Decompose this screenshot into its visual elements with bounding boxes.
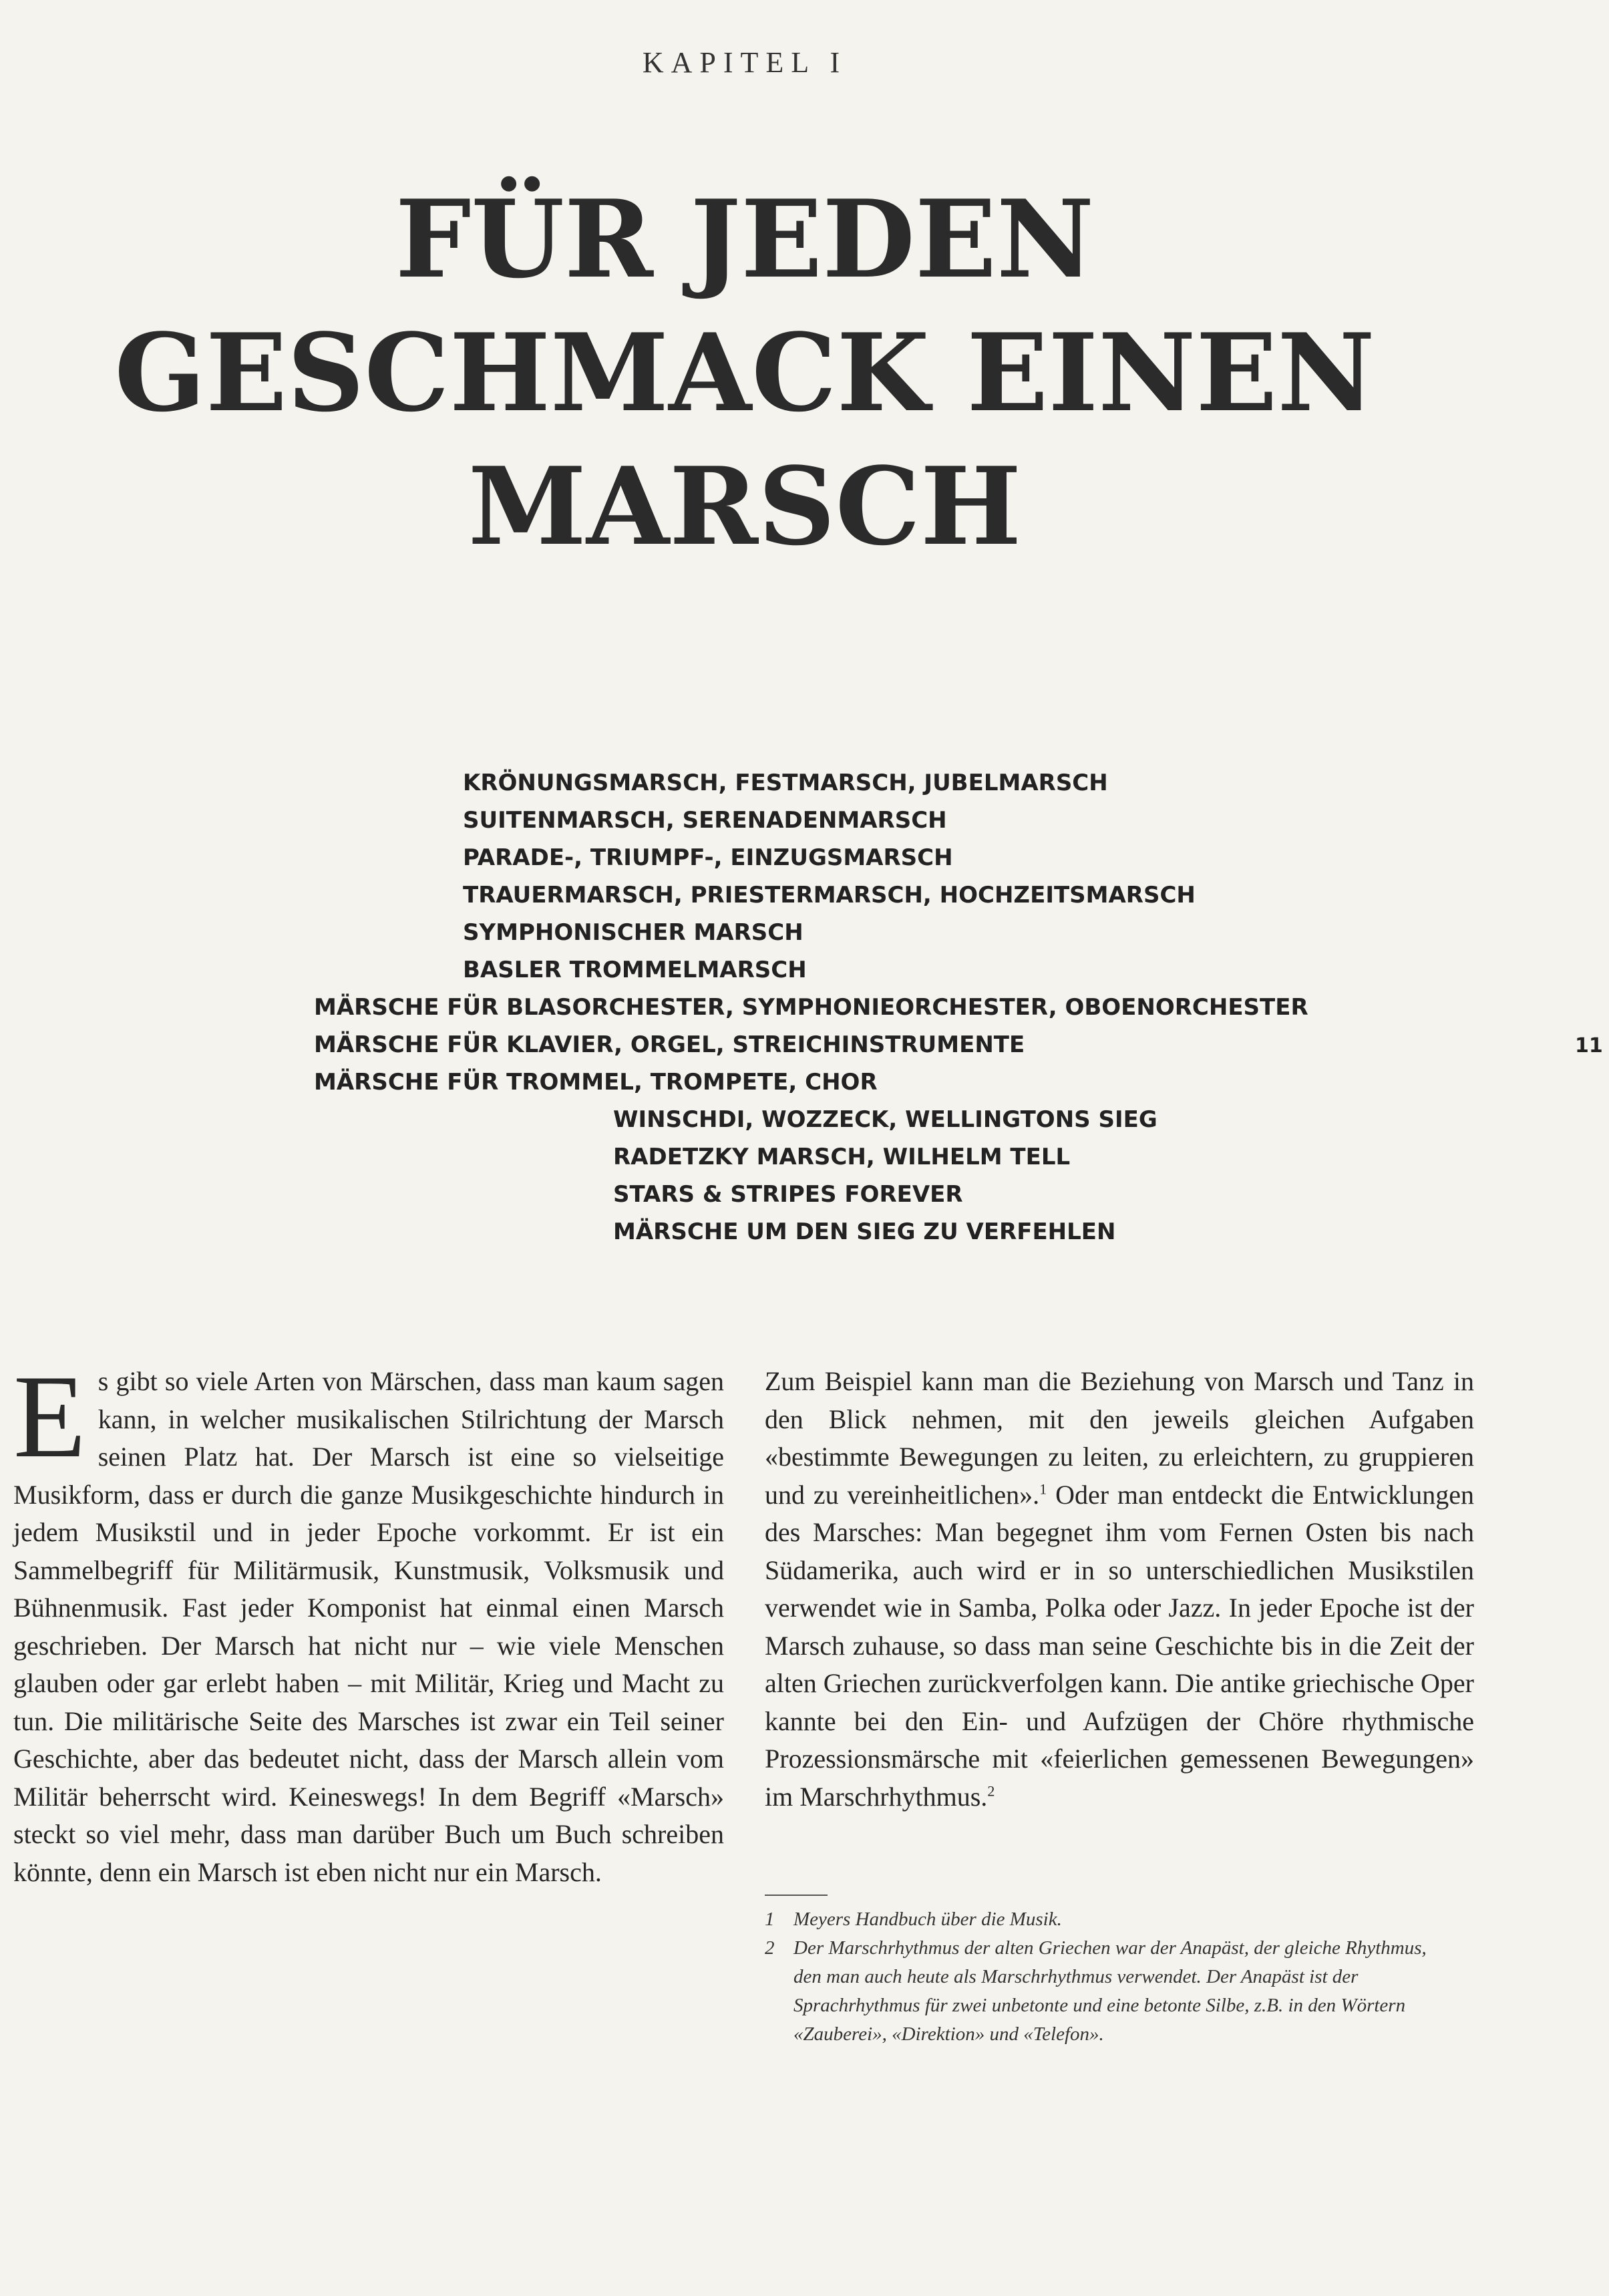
body-column-right (765, 1363, 1474, 1816)
footnote-ref-2[interactable]: 2 (987, 1782, 995, 1800)
body-text-left: s gibt so viele Arten von Märschen, dass man kaum sagen kann, in welcher musikalischen Stilrichtung der Marsch seinen Platz hat. Der Marsch ist eine so vielseitige Musikform, dass er durch die ganze Musikgeschichte hindurch in jedem Musikstil und in jeder Epoche vorkommt. Er ist ein Sammelbegriff für Militärmusik, Kunstmusik, Volksmusik und Bühnenmusik. Fast jeder Komponist hat einmal einen Marsch geschrieben. Der Marsch hat nicht nur – wie viele Menschen glauben oder gar erlebt haben – mit Militär, Krieg und Macht zu tun. Die militärische Seite des Marsches ist zwar ein Teil seiner Geschichte, aber das bedeutet nicht, dass der Marsch allein vom Militär beherrscht wird. Keineswegs! In dem Begriff «Marsch» steckt so viel mehr, dass man darüber Buch um Buch schreiben könnte, denn ein Marsch ist eben nicht nur ein Marsch. (13, 1366, 724, 1887)
march-types-line: RADETZKY MARSCH, WILHELM TELL (613, 1144, 1071, 1170)
march-types-line: PARADE-, TRIUMPF-, EINZUGSMARSCH (463, 844, 953, 871)
footnote-text: Meyers Handbuch über die Musik. (793, 1909, 1062, 1930)
march-types-line: WINSCHDI, WOZZECK, WELLINGTONS SIEG (613, 1106, 1157, 1133)
march-types-line: MÄRSCHE FÜR KLAVIER, ORGEL, STREICHINSTRUMENTE (314, 1031, 1025, 1058)
march-types-line: SYMPHONISCHER MARSCH (463, 919, 803, 946)
march-types-line: STARS & STRIPES FOREVER (613, 1181, 963, 1208)
march-types-line: BASLER TROMMELMARSCH (463, 957, 807, 983)
body-paragraph (765, 1363, 1474, 1816)
body-text-right-part-1: Zum Beispiel kann man die Beziehung von Marsch und Tanz in den Blick nehmen, mit den jeweils gleichen Aufgaben «bestimmte Bewegungen zu leiten, zu erleichtern, zu gruppieren und zu vereinheitlichen». (765, 1366, 1474, 1510)
footnote-divider (765, 1895, 828, 1896)
chapter-title-line-3: MARSCH (468, 444, 1022, 569)
body-text-right-part-2: Oder man entdeckt die Entwicklungen des Marsches: Man begegnet ihm vom Fernen Osten bis nach Südamerika, auch wird er in so unterschiedlichen Musikstilen verwendet wie in Samba, Polka oder Jazz. In jeder Epoche ist der Marsch zuhause, so dass man seine Geschichte bis in die Zeit der alten Griechen zurückverfolgen kann. Die antike griechische Oper kannte bei den Ein- und Aufzügen der Chöre rhythmische Prozessionsmärsche mit «feierlichen gemessenen Bewegungen» im Marschrhythmus. (765, 1479, 1474, 1812)
march-types-line: TRAUERMARSCH, PRIESTERMARSCH, HOCHZEITSMARSCH (463, 882, 1196, 909)
march-types-line: MÄRSCHE FÜR BLASORCHESTER, SYMPHONIEORCHESTER, OBOENORCHESTER (314, 994, 1308, 1021)
footnote-number: 1 (765, 1909, 775, 1930)
page-number: 11 (1575, 1034, 1603, 1057)
footnote-ref-1[interactable]: 1 (1039, 1480, 1047, 1498)
chapter-title-line-1: FÜR JEDEN (395, 176, 1095, 302)
body-column-left (13, 1350, 724, 1891)
footnote-2 (765, 1934, 1433, 2049)
footnote-text: Der Marschrhythmus der alten Griechen war der Anapäst, der gleiche Rhythmus, den man auch heute als Marschrhythmus verwendet. Der Anapäst ist der Sprachrhythmus für zwei unbetonte und eine betonte Silbe, z.B. in den Wörtern «Zauberei», «Direktion» und «Telefon». (793, 1937, 1427, 2045)
march-types-line: MÄRSCHE FÜR TROMMEL, TROMPETE, CHOR (314, 1069, 878, 1096)
footnote-number: 2 (765, 1937, 775, 1959)
drop-cap: E (13, 1350, 86, 1482)
footnote-1 (765, 1905, 1433, 1934)
body-paragraph (13, 1350, 724, 1891)
chapter-title-line-2: GESCHMACK EINEN (114, 310, 1375, 436)
march-types-line: MÄRSCHE UM DEN SIEG ZU VERFEHLEN (613, 1218, 1116, 1245)
footnotes (765, 1905, 1433, 2049)
chapter-label: KAPITEL I (642, 46, 848, 79)
march-types-line: SUITENMARSCH, SERENADENMARSCH (463, 807, 947, 834)
march-types-line: KRÖNUNGSMARSCH, FESTMARSCH, JUBELMARSCH (463, 770, 1108, 796)
